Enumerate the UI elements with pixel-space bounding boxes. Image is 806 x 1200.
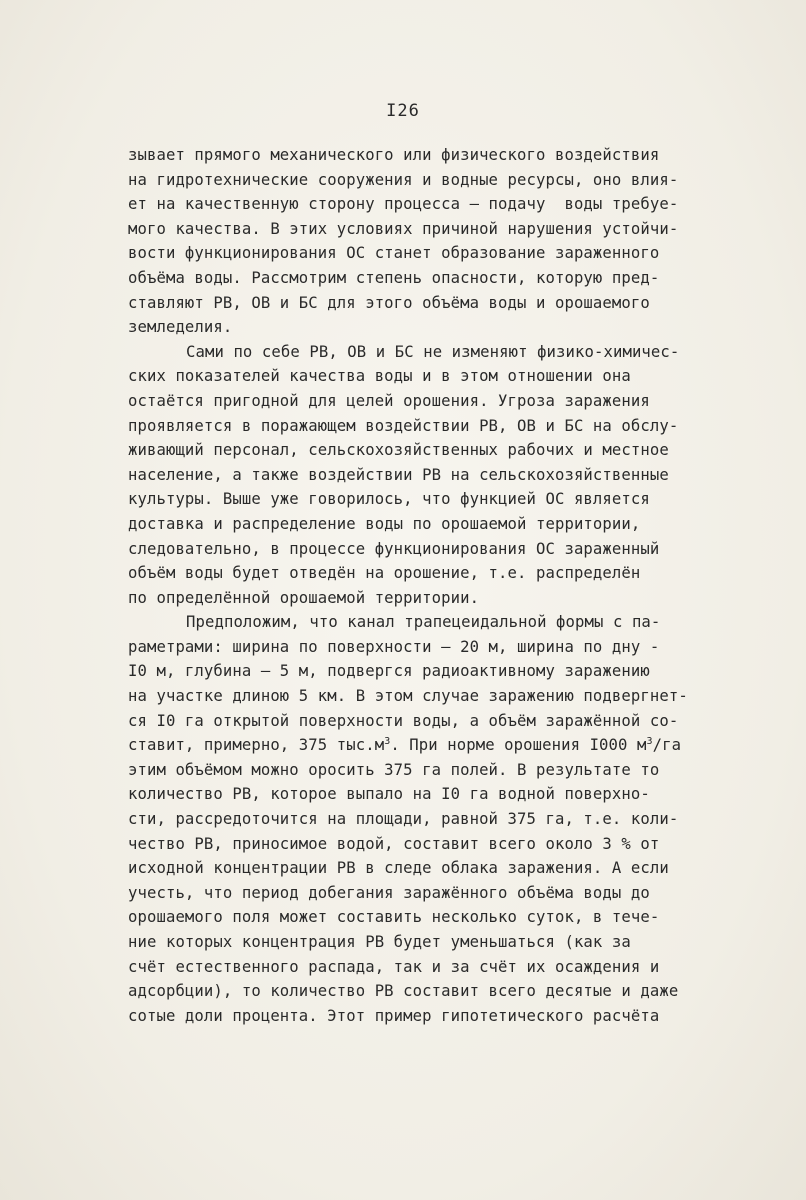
- line-text: проявляется в поражающем воздействии РВ, ОВ и БС на обслу-: [128, 416, 679, 435]
- text-line: [128, 807, 728, 832]
- text-line: [128, 782, 728, 807]
- line-text: чество РВ, приносимое водой, составит всего около 3 % от: [128, 834, 660, 853]
- text-line: [128, 168, 728, 193]
- line-text: объём воды будет отведён на орошение, т.е. распределён: [128, 564, 641, 583]
- text-line: [128, 143, 728, 168]
- line-text: ся I0 га открытой поверхности воды, а объём заражённой со-: [128, 711, 679, 730]
- line-text: мого качества. В этих условиях причиной нарушения устойчи-: [128, 219, 679, 238]
- text-line: [128, 905, 728, 930]
- text-line: [128, 512, 728, 537]
- body-text: [128, 143, 728, 1028]
- text-line: [128, 635, 728, 660]
- text-line: [128, 733, 728, 758]
- text-line: [128, 586, 728, 611]
- line-text: вости функционирования ОС станет образование зараженного: [128, 244, 660, 263]
- text-line: [128, 340, 728, 365]
- line-text: ет на качественную сторону процесса – подачу воды требуе-: [128, 195, 679, 214]
- line-text: культуры. Выше уже говорилось, что функцией ОС является: [128, 490, 650, 509]
- text-line: [128, 610, 728, 635]
- text-line: [128, 561, 728, 586]
- text-line: [128, 930, 728, 955]
- line-text: доставка и распределение воды по орошаемой территории,: [128, 514, 641, 533]
- text-line: [128, 438, 728, 463]
- line-text: на участке длиною 5 км. В этом случае заражению подвергнет-: [128, 687, 688, 706]
- line-text: сти, рассредоточится на площади, равной 375 га, т.е. коли-: [128, 810, 679, 829]
- line-text: орошаемого поля может составить несколько суток, в тече-: [128, 908, 660, 927]
- text-line: [128, 758, 728, 783]
- line-text: . При норме орошения I000 м: [390, 736, 647, 755]
- text-line: [128, 217, 728, 242]
- text-line: [128, 266, 728, 291]
- text-line: [128, 414, 728, 439]
- text-line: [128, 955, 728, 980]
- line-text: ставит, примерно, 375 тыс.м: [128, 736, 385, 755]
- superscript: 3: [646, 736, 653, 748]
- text-line: [128, 856, 728, 881]
- line-text: живающий персонал, сельскохозяйственных рабочих и местное: [128, 441, 669, 460]
- line-text: по определённой орошаемой территории.: [128, 588, 480, 607]
- line-text: Сами по себе РВ, ОВ и БС не изменяют физико-химичес-: [186, 342, 680, 361]
- line-text: учесть, что период добегания заражённого объёма воды до: [128, 883, 650, 902]
- text-line: [128, 979, 728, 1004]
- text-line: [128, 315, 728, 340]
- superscript: 3: [384, 736, 391, 748]
- text-line: [128, 389, 728, 414]
- line-text: ние которых концентрация РВ будет уменьшаться (как за: [128, 933, 631, 951]
- line-text: объёма воды. Рассмотрим степень опасности, которую пред-: [128, 268, 660, 287]
- text-line: [128, 487, 728, 512]
- line-text: земледелия.: [128, 318, 233, 337]
- text-line: [128, 192, 728, 217]
- line-text: сотые доли процента. Этот пример гипотетического расчёта: [128, 1006, 660, 1025]
- text-line: [128, 684, 728, 709]
- line-text: раметрами: ширина по поверхности – 20 м, ширина по дну -: [128, 637, 660, 656]
- text-line: [128, 881, 728, 906]
- text-line: [128, 463, 728, 488]
- text-line: [128, 241, 728, 266]
- line-text: зывает прямого механического или физического воздействия: [128, 146, 660, 164]
- text-line: [128, 659, 728, 684]
- line-text: остаётся пригодной для целей орошения. Угроза заражения: [128, 391, 650, 410]
- line-text: население, а также воздействии РВ на сельскохозяйственные: [128, 465, 669, 484]
- line-text: /га: [652, 736, 682, 755]
- text-line: [128, 291, 728, 316]
- text-line: [128, 364, 728, 389]
- line-text: количество РВ, которое выпало на I0 га водной поверхно-: [128, 785, 650, 804]
- line-text: ских показателей качества воды и в этом отношении она: [128, 367, 631, 386]
- text-line: [128, 709, 728, 734]
- line-text: адсорбции), то количество РВ составит всего десятые и даже: [128, 982, 679, 1001]
- line-text: следовательно, в процессе функционирования ОС зараженный: [128, 539, 660, 558]
- text-line: [128, 537, 728, 562]
- line-text: исходной концентрации РВ в следе облака заражения. А если: [128, 859, 669, 878]
- line-text: на гидротехнические сооружения и водные ресурсы, оно влия-: [128, 170, 679, 189]
- line-text: счёт естественного распада, так и за счёт их осаждения и: [128, 957, 660, 976]
- text-line: [128, 1004, 728, 1029]
- page-number: I26: [386, 101, 420, 121]
- line-text: ставляют РВ, ОВ и БС для этого объёма воды и орошаемого: [128, 293, 650, 312]
- line-text: Предположим, что канал трапецеидальной формы с па-: [186, 613, 661, 632]
- line-text: этим объёмом можно оросить 375 га полей. В результате то: [128, 760, 660, 779]
- text-line: [128, 832, 728, 857]
- line-text: I0 м, глубина – 5 м, подвергся радиоактивному заражению: [128, 662, 650, 681]
